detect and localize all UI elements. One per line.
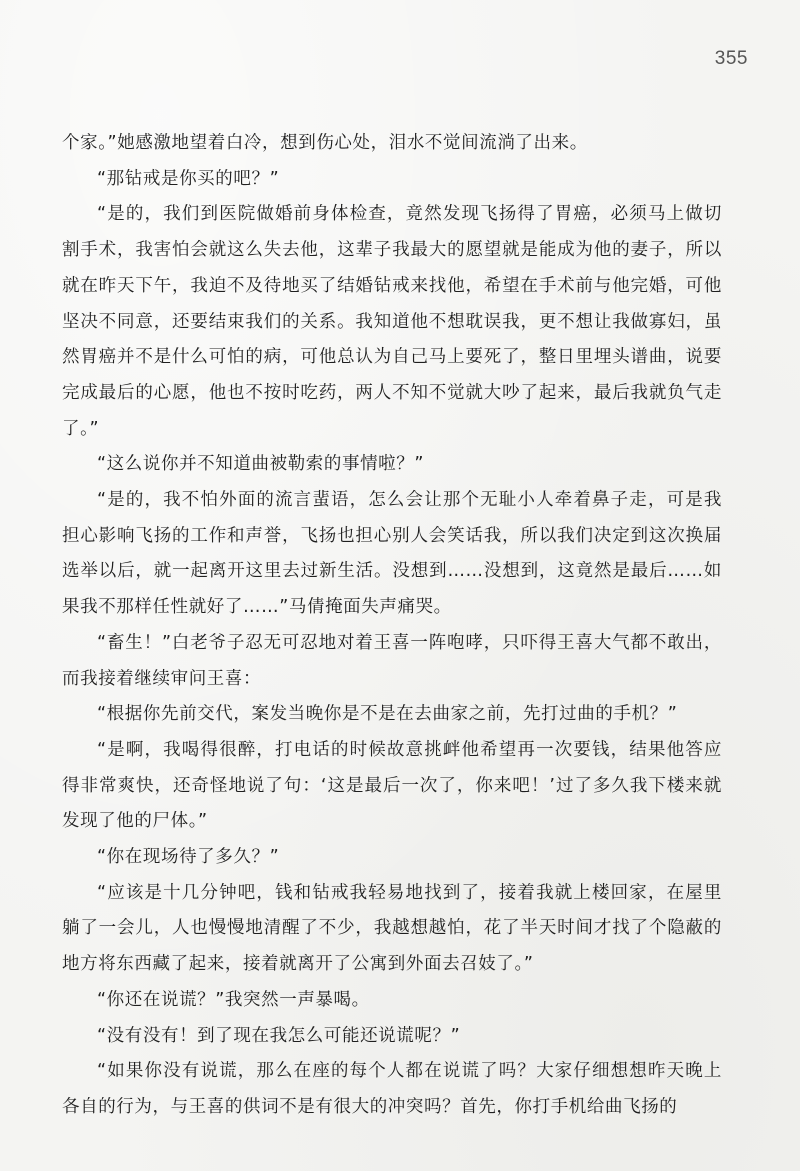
paragraph: 个家。”她感激地望着白冷，想到伤心处，泪水不觉间流淌了出来。 xyxy=(62,133,588,153)
paragraph: “如果你没有说谎，那么在座的每个人都在说谎了吗？大家仔细想想昨天晚上各自的行为，与王喜的供词不是有很大的冲突吗？首先，你打手机给曲飞扬的 xyxy=(62,1061,722,1117)
paragraph: “没有没有！到了现在我怎么可能还说谎呢？” xyxy=(97,1025,461,1046)
paragraph: “那钻戒是你买的吧？” xyxy=(97,168,280,189)
paragraph: “是的，我不怕外面的流言蜚语，怎么会让那个无耻小人牵着鼻子走，可是我担心影响飞扬的工作和声誉，飞扬也担心别人会笑话我，所以我们决定到这次换届选举以后，就一起离开这里去过新生活。没想到……没想到，这竟然是最后……如果我不那样任性就好了……”马倩掩面失声痛哭。 xyxy=(62,490,722,618)
paragraph: “这么说你并不知道曲被勒索的事情啦？” xyxy=(97,454,425,475)
paragraph: “你还在说谎？”我突然一声暴喝。 xyxy=(97,989,370,1010)
paragraph: “是啊，我喝得很醉，打电话的时候故意挑衅他希望再一次要钱，结果他答应得非常爽快，还奇怪地说了句：‘这是最后一次了，你来吧！’过了多久我下楼来就发现了他的尸体。” xyxy=(62,739,722,832)
body-text xyxy=(62,126,722,1126)
paragraph: “应该是十几分钟吧，钱和钻戒我轻易地找到了，接着我就上楼回家，在屋里躺了一会儿，人也慢慢地清醒了不少，我越想越怕，花了半天时间才找了个隐蔽的地方将东西藏了起来，接着就离开了公寓到外面去召妓了。” xyxy=(62,882,722,975)
paragraph: “畜生！”白老爷子忍无可忍地对着王喜一阵咆哮，只吓得王喜大气都不敢出，而我接着继续审问王喜： xyxy=(62,632,722,689)
paragraph: “你在现场待了多久？” xyxy=(97,847,280,868)
paragraph: “是的，我们到医院做婚前身体检查，竟然发现飞扬得了胃癌，必须马上做切割手术，我害怕会就这么失去他，这辈子我最大的愿望就是能成为他的妻子，所以就在昨天下午，我迫不及待地买了结婚钻戒来找他，希望在手术前与他完婚，可他坚决不同意，还要结束我们的关系。我知道他不想耽误我，更不想让我做寡妇，虽然胃癌并不是什么可怕的病，可他总认为自己马上要死了，整日里埋头谱曲，说要完成最后的心愿，他也不按时吃药，两人不知不觉就大吵了起来，最后我就负气走了。” xyxy=(62,204,722,439)
paragraph: “根据你先前交代，案发当晚你是不是在去曲家之前，先打过曲的手机？” xyxy=(97,704,678,725)
page-number: 355 xyxy=(714,48,748,69)
